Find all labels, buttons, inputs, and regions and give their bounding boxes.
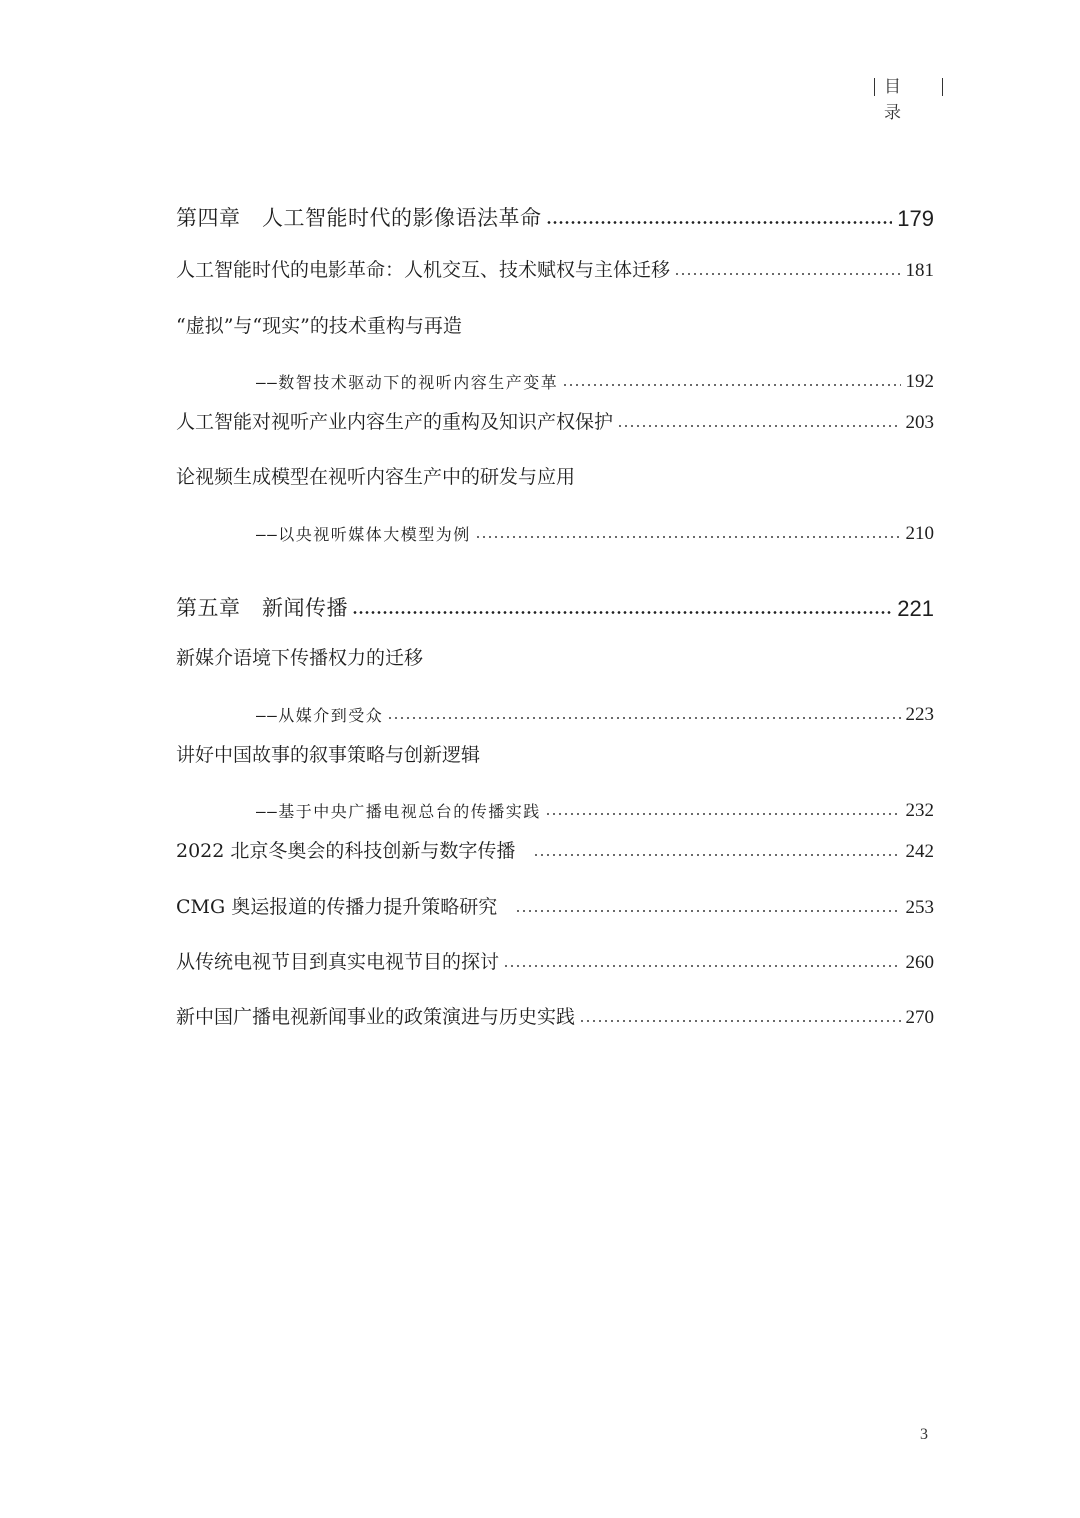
toc-page-number: 223	[905, 704, 934, 725]
dot-leader	[546, 221, 893, 224]
toc-entry-main-title[interactable]	[176, 634, 934, 670]
toc-entry-main-title[interactable]	[176, 302, 934, 338]
toc-page-number: 192	[905, 371, 934, 392]
toc-page-number: 181	[905, 260, 934, 281]
toc-entry-title: 新中国广播电视新闻事业的政策演进与历史实践	[176, 1006, 576, 1028]
dot-leader	[515, 910, 900, 912]
dot-leader	[387, 717, 900, 719]
running-head-title: 目 录	[884, 77, 915, 123]
toc-entry[interactable]	[176, 246, 934, 282]
toc-entry-title: 第四章 人工智能时代的影像语法革命	[176, 206, 542, 230]
dot-leader	[562, 384, 900, 386]
toc-entry-subtitle[interactable]	[256, 357, 934, 393]
toc-entry-title: 人工智能时代的电影革命：人机交互、技术赋权与主体迁移	[176, 259, 671, 281]
toc-entry-subtitle-text: ——基于中央广播电视总台的传播实践	[256, 802, 541, 821]
toc-entry-subtitle-text: ——以央视听媒体大模型为例	[256, 525, 471, 544]
toc-entry[interactable]	[176, 827, 934, 863]
toc-page-number: 232	[905, 800, 934, 821]
toc-entry-title: 新媒介语境下传播权力的迁移	[176, 647, 424, 669]
toc-page-number: 270	[905, 1007, 934, 1028]
toc-entry-title: 人工智能对视听产业内容生产的重构及知识产权保护	[176, 411, 614, 433]
dot-leader	[545, 813, 901, 815]
toc-entry-subtitle-text: ——数智技术驱动下的视听内容生产变革	[256, 373, 559, 392]
toc-page-number: 260	[905, 952, 934, 973]
toc-entry-subtitle-text: ——从媒介到受众	[256, 706, 384, 725]
dot-leader	[674, 273, 900, 275]
toc-page-number: 203	[905, 412, 934, 433]
toc-entry-main-title[interactable]	[176, 731, 934, 767]
toc-entry-subtitle[interactable]	[256, 786, 934, 822]
toc-entry-subtitle[interactable]	[256, 690, 934, 726]
toc-entry-title: 2022 北京冬奥会的科技创新与数字传播	[176, 840, 516, 862]
toc-chapter-5[interactable]	[176, 586, 934, 622]
toc-page-number: 242	[905, 841, 934, 862]
toc-entry-title: 讲好中国故事的叙事策略与创新逻辑	[176, 744, 481, 766]
running-head	[870, 74, 950, 123]
toc-entry-main-title[interactable]	[176, 453, 934, 489]
toc-entry-title: “虚拟”与“现实”的技术重构与再造	[176, 315, 462, 337]
toc-entry[interactable]	[176, 938, 934, 974]
toc-page-number: 221	[897, 596, 934, 621]
running-head-right-rule	[942, 78, 943, 96]
toc-entry-subtitle[interactable]	[256, 509, 934, 545]
dot-leader	[352, 611, 892, 614]
toc-page-number: 210	[905, 523, 934, 544]
toc-entry[interactable]	[176, 993, 934, 1029]
toc-entry-title: 从传统电视节目到真实电视节目的探讨	[176, 951, 500, 973]
dot-leader	[579, 1020, 900, 1022]
toc-entry-title: 第五章 新闻传播	[176, 596, 348, 620]
dot-leader	[533, 854, 900, 856]
toc-entry-title: CMG 奥运报道的传播力提升策略研究	[176, 896, 498, 918]
dot-leader	[475, 536, 901, 538]
toc-chapter-4[interactable]	[176, 196, 934, 232]
running-head-left-rule	[874, 78, 875, 96]
page-number: 3	[920, 1426, 928, 1443]
dot-leader	[503, 965, 900, 967]
dot-leader	[617, 425, 900, 427]
toc-entry[interactable]	[176, 398, 934, 434]
toc-entry-title: 论视频生成模型在视听内容生产中的研发与应用	[176, 466, 576, 488]
toc-entry[interactable]	[176, 883, 934, 919]
toc-page-number: 253	[905, 897, 934, 918]
toc-page-number: 179	[897, 206, 934, 231]
